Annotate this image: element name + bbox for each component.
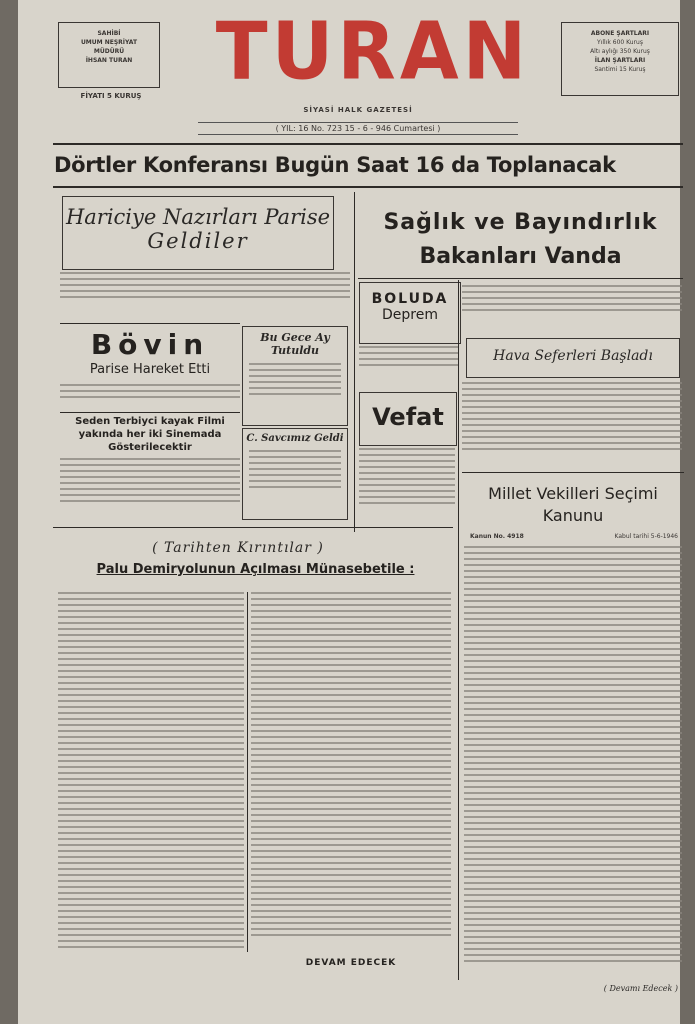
boluda-headline: BOLUDA	[371, 291, 449, 307]
seden-body	[60, 458, 240, 514]
banner-headline: Dörtler Konferansı Bugün Saat 16 da Toplanacak	[54, 153, 616, 177]
millet-headline-1: Millet Vekilleri Seçimi	[488, 484, 658, 503]
millet-headline-2: Kanunu	[542, 506, 604, 525]
hariciye-headline-box	[62, 196, 334, 270]
subscription-line: İLAN ŞARTLARI	[594, 57, 646, 64]
hava-seferleri-headline: Hava Seferleri Başladı	[493, 348, 653, 364]
vefat-body	[359, 448, 455, 522]
savcimiz-box	[242, 428, 348, 520]
seden-rule	[60, 412, 240, 413]
issue-line: ( YIL: 16 No. 723 15 - 6 - 946 Cumartesi )	[198, 122, 518, 135]
palu-body-right	[251, 592, 451, 942]
ay-tutuldu-box	[242, 326, 348, 426]
column-rule	[354, 192, 355, 532]
palu-body-left	[58, 592, 244, 952]
saglik-headline-2: Bakanları Vanda	[419, 244, 622, 269]
bovin-subheadline: Parise Hareket Etti	[89, 362, 211, 377]
hava-seferleri-box	[466, 338, 680, 378]
masthead-rule	[53, 143, 683, 145]
hariciye-headline-2: Geldiler	[147, 229, 249, 253]
millet-rule	[462, 472, 684, 473]
price-label: FİYATI 5 KURUŞ	[80, 92, 142, 100]
hariciye-headline-1: Hariciye Nazırları Parise	[65, 205, 331, 229]
seden-headline-3: Gösterilecektir	[108, 442, 192, 453]
savcimiz-headline: C. Savcımız Geldi	[246, 433, 344, 444]
newspaper-title: TURAN	[215, 3, 531, 98]
kanun-no: Kanun No. 4918	[470, 533, 524, 540]
bovin-body	[60, 384, 240, 410]
bovin-top-rule	[60, 323, 240, 324]
ay-tutuldu-headline-2: Tutuldu	[270, 344, 320, 357]
boluda-body	[359, 346, 459, 382]
kanun-tarih: Kabul tarihi 5-6-1946	[614, 533, 678, 540]
devam-edecek-right: ( Devamı Edecek )	[603, 984, 678, 993]
vefat-box	[359, 392, 457, 446]
saglik-body	[462, 285, 682, 331]
hava-seferleri-body	[462, 382, 682, 466]
ay-tutuldu-headline-1: Bu Gece Ay	[260, 331, 330, 344]
millet-body	[464, 546, 682, 966]
boluda-subheadline: Deprem	[382, 307, 438, 323]
owner-box	[58, 22, 160, 88]
palu-column-rule	[247, 592, 248, 952]
saglik-headline-1: Sağlık ve Bayındırlık	[383, 210, 658, 235]
subscription-line: Yıllık 600 Kuruş	[597, 39, 643, 46]
owner-line: UMUM NEŞRİYAT	[80, 39, 138, 46]
owner-line: İHSAN TURAN	[85, 57, 133, 64]
owner-line: MÜDÜRÜ	[93, 48, 125, 55]
mid-rule	[53, 527, 453, 528]
seden-headline-1: Seden Terbiyci kayak Filmi	[75, 416, 225, 427]
seden-headline-2: yakında her iki Sinemada	[78, 429, 222, 440]
subscription-line: Altı aylığı 350 Kuruş	[590, 48, 650, 55]
tarihten-headline: ( Tarihten Kırıntılar )	[152, 540, 324, 556]
right-column-rule	[458, 280, 459, 980]
saglik-rule	[358, 278, 683, 279]
subscription-line: ABONE ŞARTLARI	[590, 30, 650, 37]
boluda-box	[359, 282, 461, 344]
newspaper-page	[18, 0, 680, 1024]
palu-headline: Palu Demiryolunun Açılması Münasebetile :	[96, 562, 415, 577]
banner-rule	[53, 186, 683, 188]
bovin-headline: Bövin	[90, 328, 210, 361]
subscription-box	[561, 22, 679, 96]
owner-line: SAHİBİ	[97, 30, 121, 37]
vefat-headline: Vefat	[372, 403, 444, 431]
hariciye-body	[60, 272, 350, 320]
subscription-line: Santimi 15 Kuruş	[594, 66, 646, 73]
newspaper-subtitle: SİYASİ HALK GAZETESİ	[303, 106, 413, 114]
devam-edecek: DEVAM EDECEK	[305, 958, 397, 968]
